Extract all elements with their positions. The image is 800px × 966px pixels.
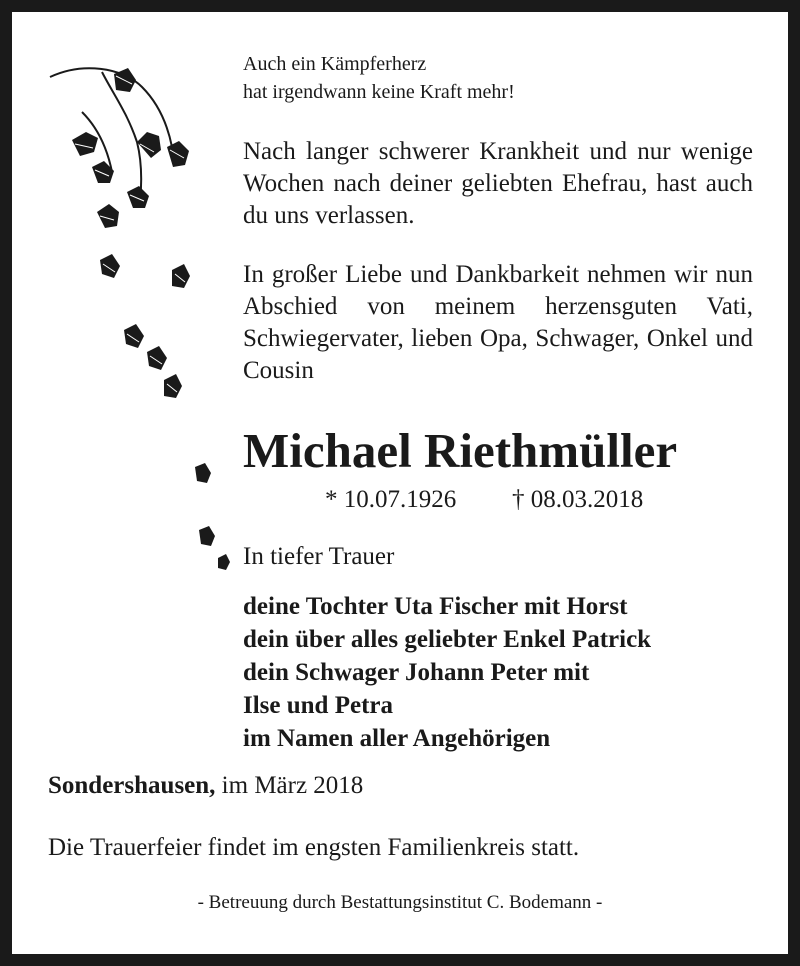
ceremony-note: Die Trauerfeier findet im engsten Familienkreis statt. — [48, 834, 580, 861]
illness-paragraph: Nach langer schwerer Krankheit und nur wenige Wochen nach deiner geliebten Ehefrau, hast auch du uns verlassen. — [243, 138, 753, 229]
opening-quote — [243, 50, 515, 106]
mourner-line: Ilse und Petra — [243, 692, 393, 719]
quote-line-1: Auch ein Kämpferherz — [243, 53, 427, 75]
mourner-line: im Namen aller Angehörigen — [243, 725, 551, 752]
mourner-line: dein Schwager Johann Peter mit — [243, 659, 590, 686]
quote-line-2: hat irgendwann keine Kraft mehr! — [243, 81, 515, 103]
farewell-paragraph: In großer Liebe und Dankbarkeit nehmen wir nun Abschied von meinem herzensguten Vati, Schwiegervater, lieben Opa, Schwager, Onkel und Cousin — [243, 261, 753, 384]
deceased-name: Michael Riethmüller — [243, 423, 678, 478]
place-name: Sondershausen, — [48, 772, 216, 799]
birth-date: * 10.07.1926 — [325, 486, 457, 513]
place-date-line — [48, 772, 363, 800]
mourner-line: dein über alles geliebter Enkel Patrick — [243, 626, 652, 653]
mourners-list — [243, 590, 651, 755]
mourner-line: deine Tochter Uta Fischer mit Horst — [243, 593, 628, 620]
notice-date: im März 2018 — [221, 772, 364, 799]
death-date: † 08.03.2018 — [512, 486, 644, 513]
birch-leaves-icon — [42, 52, 232, 582]
funeral-home-footer: - Betreuung durch Bestattungsinstitut C. Bodemann - — [197, 892, 603, 913]
mourning-intro: In tiefer Trauer — [243, 543, 395, 570]
